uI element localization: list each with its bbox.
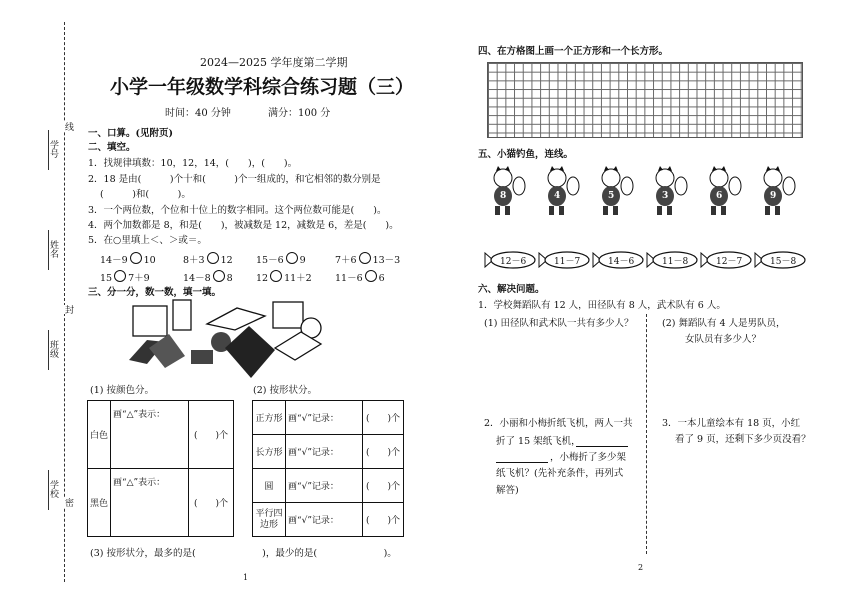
color-table (87, 400, 234, 537)
color-label-white: 白色 (88, 401, 111, 469)
black-diamond (225, 326, 275, 378)
fish-expr: 12－6 (500, 257, 527, 267)
black-rect (191, 350, 213, 364)
shape-answer[interactable]: ( )个 (363, 503, 404, 537)
exam-score: 满分：100 分 (268, 108, 331, 119)
cat-figure (703, 166, 743, 218)
compare-item: 12 11＋2 (256, 270, 312, 285)
word-problem-1a: (1) 田径队和武术队一共有多少人？ (484, 318, 634, 329)
fill-q4: 4．两个加数都是 8，和是( )，被减数是 12，减数是 6，差是( )。 (88, 220, 399, 231)
shape-label: 平行四边形 (253, 503, 286, 537)
section3-title: 三、分一分，数一数，填一填。 (88, 287, 222, 298)
compare-item: 15－6 9 (256, 252, 306, 267)
shape-label: 长方形 (253, 435, 286, 469)
compare-item: 14－9 10 (100, 252, 156, 267)
mark-feng: 封 (63, 305, 73, 314)
shapes-figure (125, 298, 325, 380)
fish-expr: 12－7 (716, 257, 743, 267)
word-problem-1: 1．学校舞蹈队有 12 人，田径队有 8 人，武术队有 6 人。 (478, 300, 726, 311)
fish-expr: 11－8 (662, 257, 689, 267)
compare-item: 8＋3 12 (183, 252, 233, 267)
fill-q2a: 2．18 是由( )个十和( )个一组成的，和它相邻的数分别是 (88, 174, 381, 185)
word-problem-2-line2: 折了 15 架纸飞机， (496, 436, 581, 447)
condition-blank-2[interactable] (496, 462, 548, 463)
color-draw-black: 画“△”表示： (111, 469, 189, 537)
mark-xian: 线 (63, 122, 73, 131)
sub-part2: (2) 按形状分。 (253, 385, 317, 396)
shape-table (252, 400, 404, 537)
page-number-2: 2 (638, 563, 644, 572)
cat-figure (541, 166, 581, 218)
section1-title: 一、口算。(见附页) (88, 128, 173, 139)
compare-item: 14－8 8 (183, 270, 233, 285)
field-xuehao: 学号 (48, 140, 58, 158)
white-rect (173, 300, 191, 330)
color-answer-black[interactable]: ( )个 (189, 469, 234, 537)
word-problem-2-line4: 纸飞机？(先补充条件，再列式 (496, 468, 624, 479)
exam-time: 时间：40 分钟 (165, 108, 231, 119)
cat-number: 6 (716, 191, 723, 201)
section5-title: 五、小猫钓鱼，连线。 (478, 149, 574, 160)
sub-part1: (1) 按颜色分。 (90, 385, 154, 396)
fill-q5: 5．在○里填上＜、＞或＝。 (88, 235, 207, 246)
field-banji: 班级 (48, 340, 58, 358)
compare-item: 11－6 6 (335, 270, 385, 285)
fish-expr: 14－6 (608, 257, 635, 267)
word-problem-1b-line1: (2) 舞蹈队有 4 人是男队员， (662, 318, 786, 329)
section6-title: 六、解决问题。 (478, 284, 545, 295)
black-square (149, 334, 185, 368)
drawing-grid[interactable] (487, 62, 803, 138)
page-title: 小学一年级数学科综合练习题（三） (110, 76, 415, 98)
section4-title: 四、在方格图上画一个正方形和一个长方形。 (478, 46, 669, 57)
cat-number: 9 (770, 191, 777, 201)
fill-q2b: ( )和( )。 (100, 189, 191, 200)
sub-part3: (3) 按形状分，最多的是( )，最少的是( )。 (90, 548, 397, 559)
word-problem-3-line1: 3．一本儿童绘本有 18 页，小红 (662, 418, 801, 429)
cat-figure (649, 166, 689, 218)
cat-figure (757, 166, 797, 218)
compare-item: 7＋6 13－3 (335, 252, 400, 267)
white-square (133, 306, 167, 336)
fill-q1: 1．找规律填数：10，12，14，( )，( )。 (88, 158, 298, 169)
cat-number: 5 (608, 191, 615, 201)
fish-expr: 11－7 (554, 257, 581, 267)
shape-draw: 画“√”记录： (286, 503, 363, 537)
word-problem-2-line3: ，小梅折了多少架 (550, 452, 627, 463)
shape-answer[interactable]: ( )个 (363, 435, 404, 469)
white-parallelogram (207, 308, 265, 330)
shape-answer[interactable]: ( )个 (363, 469, 404, 503)
cat-figure (595, 166, 635, 218)
shape-label: 正方形 (253, 401, 286, 435)
shape-draw: 画“√”记录： (286, 401, 363, 435)
cat-number: 8 (500, 191, 507, 201)
cat-number: 3 (662, 191, 669, 201)
cat-figure (487, 166, 527, 218)
fill-q3: 3．一个两位数，个位和十位上的数字相同。这个两位数可能是( )。 (88, 205, 387, 216)
condition-blank-1[interactable] (576, 446, 628, 447)
white-square-2 (273, 302, 303, 328)
section2-title: 二、填空。 (88, 142, 136, 153)
shape-draw: 画“√”记录： (286, 469, 363, 503)
answer-divider (646, 314, 647, 554)
word-problem-3-line2: 看了 9 页，还剩下多少页没看？ (675, 434, 811, 445)
field-xingming: 姓名 (48, 240, 58, 258)
color-label-black: 黑色 (88, 469, 111, 537)
fish-expr: 15－8 (770, 257, 797, 267)
word-problem-1b-line2: 女队员有多少人？ (685, 334, 762, 345)
color-draw-white: 画“△”表示： (111, 401, 189, 469)
word-problem-2-line1: 2．小丽和小梅折纸飞机，两人一共 (484, 418, 633, 429)
word-problem-2-line5: 解答) (496, 485, 519, 496)
school-year: 2024—2025 学年度第二学期 (200, 56, 348, 69)
color-answer-white[interactable]: ( )个 (189, 401, 234, 469)
page-number-1: 1 (243, 573, 249, 582)
cat-number: 4 (554, 191, 561, 201)
shape-draw: 画“√”记录： (286, 435, 363, 469)
shape-label: 圆 (253, 469, 286, 503)
field-xuexiao: 学校 (48, 480, 58, 498)
compare-item: 15 7＋9 (100, 270, 150, 285)
shape-answer[interactable]: ( )个 (363, 401, 404, 435)
mark-mi: 密 (63, 498, 73, 507)
